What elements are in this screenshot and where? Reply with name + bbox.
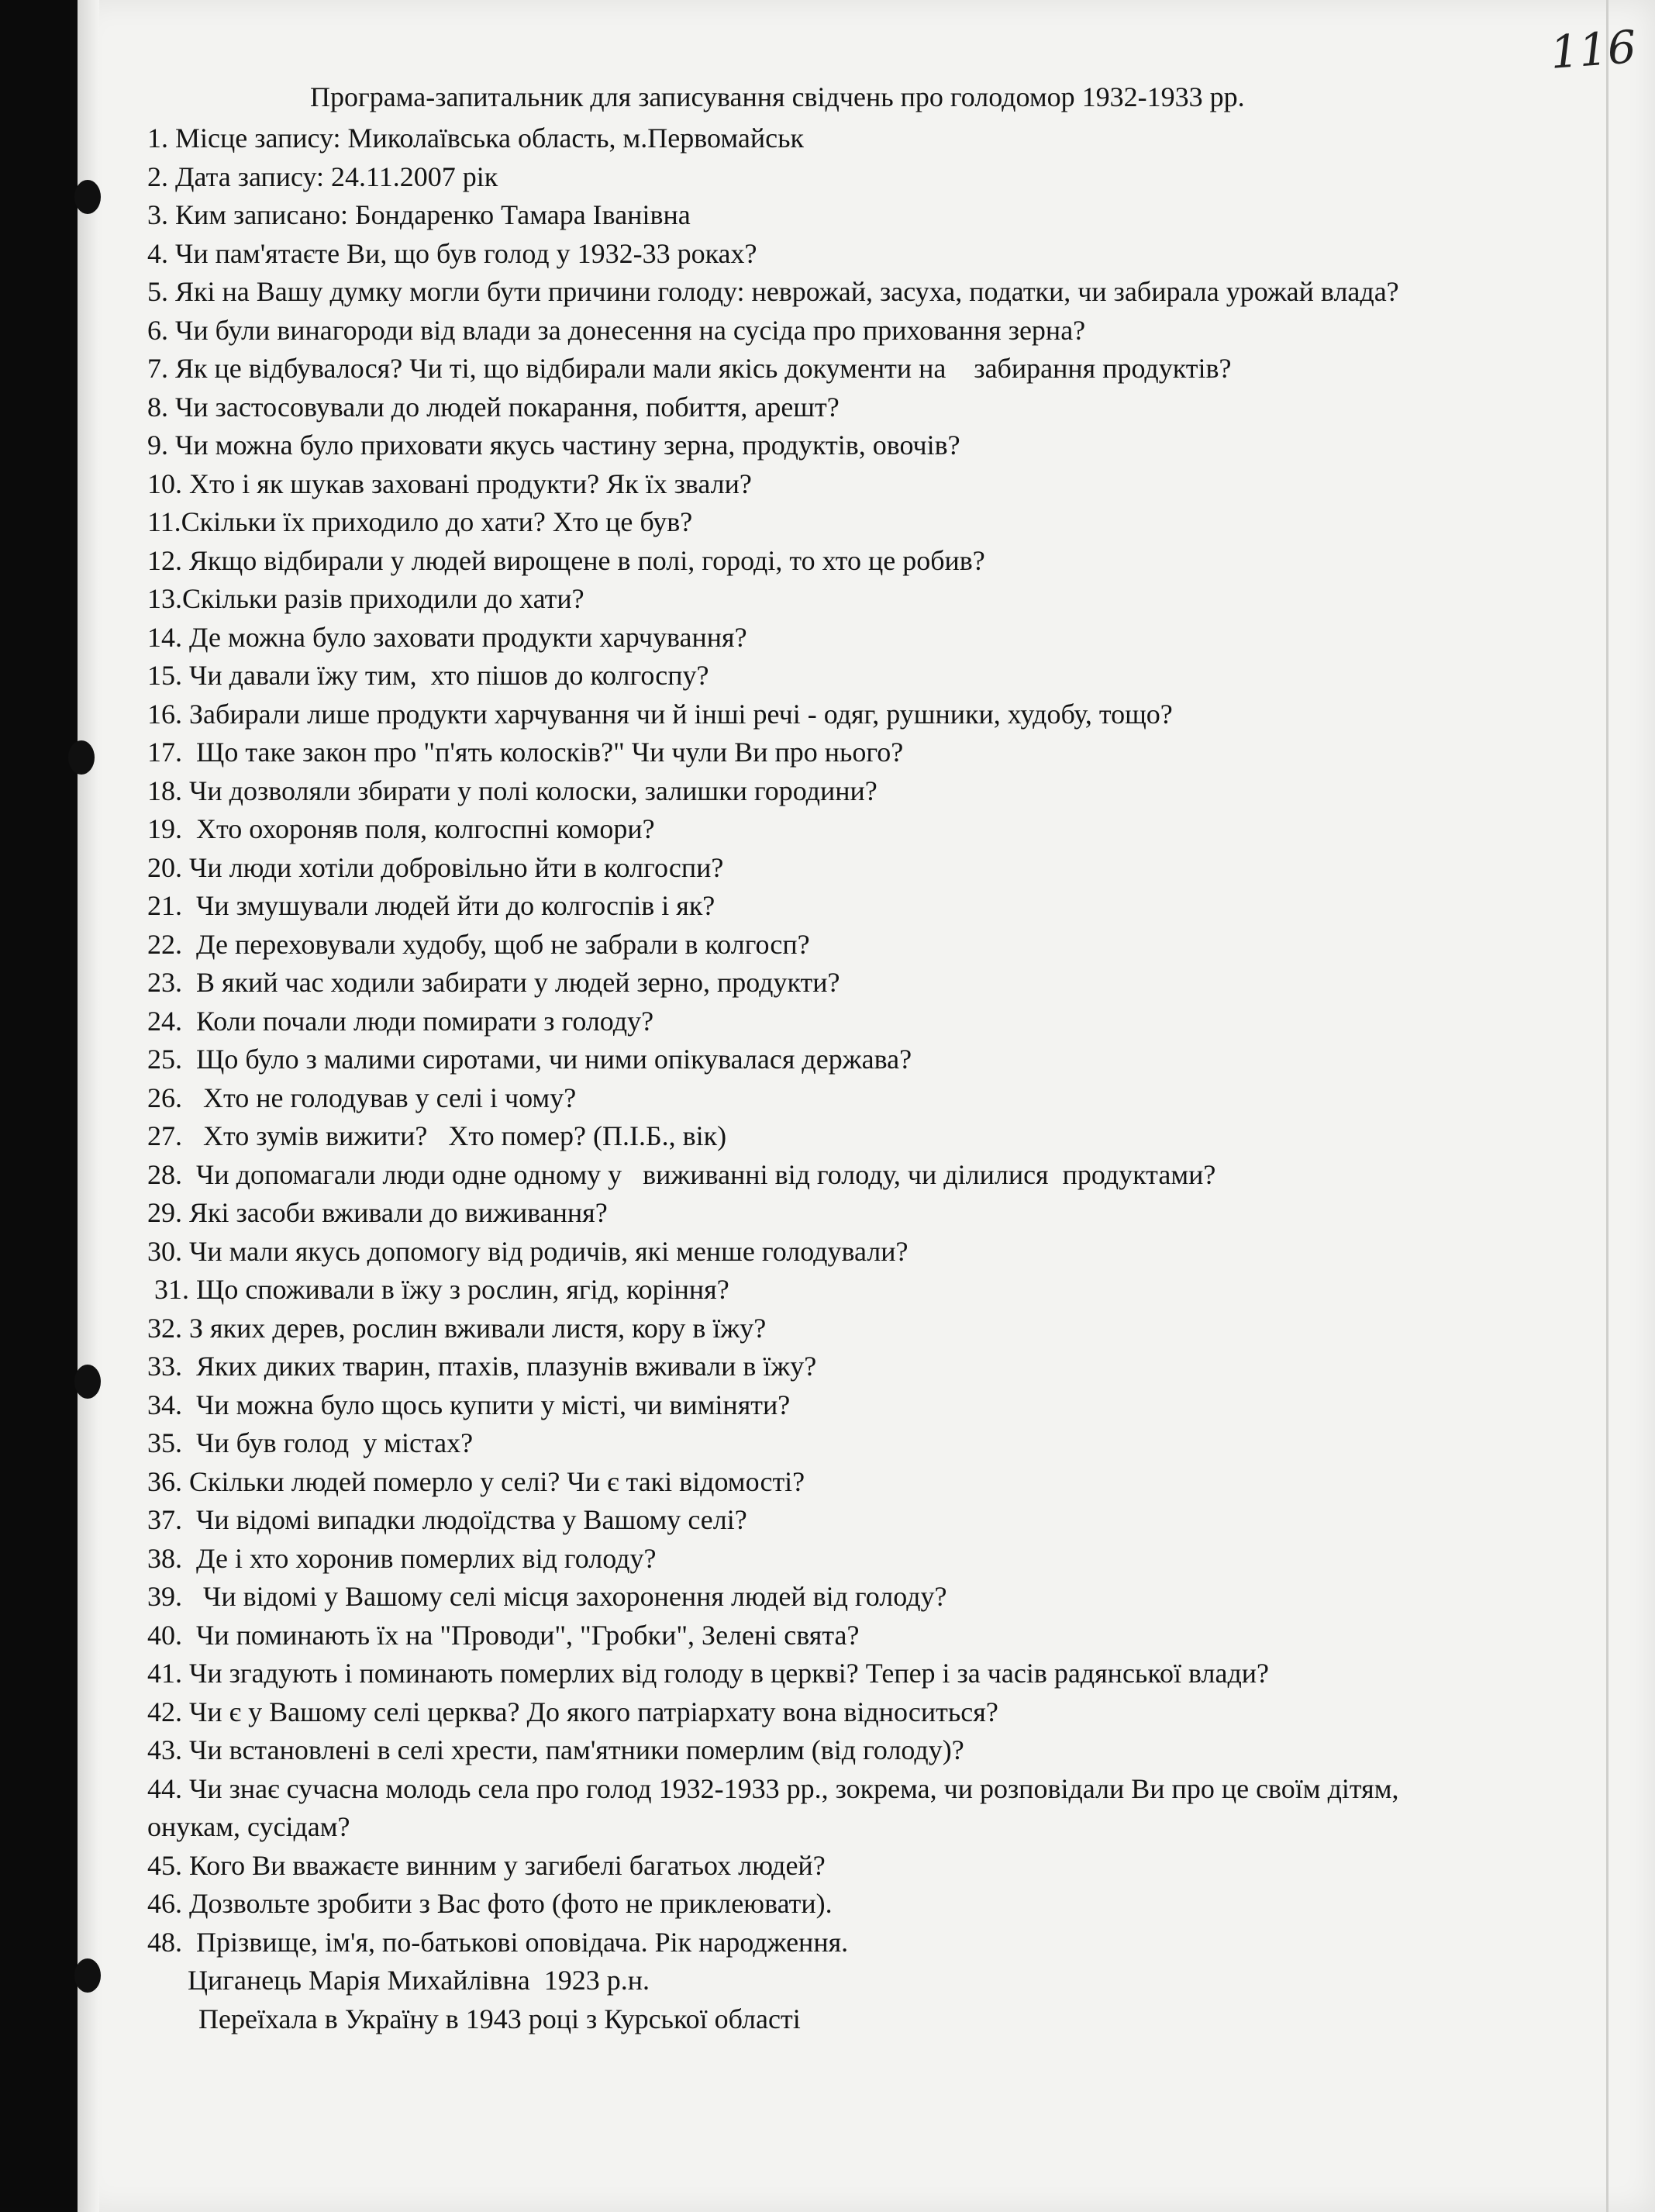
question-line: 44. Чи знає сучасна молодь села про голод 1932-1933 рр., зокрема, чи розповідали Ви про це своїм дітям, онукам, сусідам? <box>147 1772 1399 1842</box>
question-line: 38. Де і хто хоронив померлих від голоду? <box>147 1542 657 1574</box>
question-line: 23. В який час ходили забирати у людей зерно, продукти? <box>147 967 840 998</box>
punch-hole <box>74 180 101 214</box>
question-line: 14. Де можна було заховати продукти харчування? <box>147 621 747 653</box>
question-line: 11.Скільки їх приходило до хати? Хто це був? <box>147 506 693 537</box>
question-line: 21. Чи змушували людей йти до колгоспів і як? <box>147 890 715 921</box>
question-line: 4. Чи пам'ятаєте Ви, що був голод у 1932-33 роках? <box>147 237 757 269</box>
questionnaire-body <box>147 119 1481 2038</box>
question-line: 12. Якщо відбирали у людей вирощене в полі, городі, то хто це робив? <box>147 544 985 576</box>
punch-hole <box>68 740 95 775</box>
question-line: 19. Хто охороняв поля, колгоспні комори? <box>147 813 655 844</box>
question-line: 10. Хто і як шукав заховані продукти? Як їх звали? <box>147 468 752 499</box>
question-line: 33. Яких диких тварин, птахів, плазунів вживали в їжу? <box>147 1351 817 1382</box>
document-title: Програма-запитальник для записування свідчень про голодомор 1932-1933 рр. <box>310 81 1245 112</box>
question-line: 43. Чи встановлені в селі хрести, пам'ятники померлим (від голоду)? <box>147 1734 964 1765</box>
question-line: 29. Які засоби вживали до виживання? <box>147 1197 608 1228</box>
question-line: 45. Кого Ви вважаєте винним у загибелі багатьох людей? <box>147 1849 826 1881</box>
question-line: 41. Чи згадують і поминають померлих від голоду в церкві? Тепер і за часів радянської влади? <box>147 1658 1270 1689</box>
question-line: 22. Де переховували худобу, щоб не забрали в колгосп? <box>147 928 810 960</box>
question-line: 17. Що таке закон про "п'ять колосків?" Чи чули Ви про нього? <box>147 737 904 768</box>
punch-hole <box>74 1365 101 1399</box>
question-line: 8. Чи застосовували до людей покарання, побиття, арешт? <box>147 391 840 423</box>
question-line: 30. Чи мали якусь допомогу від родичів, які менше голодували? <box>147 1235 909 1267</box>
question-line: 42. Чи є у Вашому селі церква? До якого патріархату вона відноситься? <box>147 1696 998 1727</box>
question-line: 25. Що було з малими сиротами, чи ними опікувалася держава? <box>147 1044 912 1075</box>
page-fold-line <box>1606 0 1608 2212</box>
question-line: 1. Місце запису: Миколаївська область, м.Первомайськ <box>147 123 805 154</box>
question-line: 36. Скільки людей померло у селі? Чи є такі відомості? <box>147 1465 805 1497</box>
question-line: 27. Хто зумів вижити? Хто помер? (П.І.Б., вік) <box>147 1120 727 1151</box>
question-line: 31. Що споживали в їжу з рослин, ягід, коріння? <box>147 1274 729 1305</box>
question-line: 2. Дата запису: 24.11.2007 рік <box>147 160 498 192</box>
question-line: 39. Чи відомі у Вашому селі місця захоронення людей від голоду? <box>147 1581 947 1612</box>
question-line: 16. Забирали лише продукти харчування чи й інші речі - одяг, рушники, худобу, тощо? <box>147 698 1173 730</box>
question-line: 20. Чи люди хотіли добровільно йти в колгоспи? <box>147 851 724 883</box>
question-line: 9. Чи можна було приховати якусь частину зерна, продуктів, овочів? <box>147 430 960 461</box>
punch-hole <box>74 1958 101 1993</box>
question-line: 3. Ким записано: Бондаренко Тамара Іванівна <box>147 199 691 230</box>
informant-note: Переїхала в Україну в 1943 році з Курської області <box>198 2003 801 2034</box>
question-line: 13.Скільки разів приходили до хати? <box>147 583 584 614</box>
question-line: 32. З яких дерев, рослин вживали листя, кору в їжу? <box>147 1312 767 1344</box>
handwritten-page-number: 116 <box>1548 20 1638 79</box>
question-line: 6. Чи були винагороди від влади за донесення на сусіда про приховання зерна? <box>147 314 1086 346</box>
question-line: 5. Які на Вашу думку могли бути причини голоду: неврожай, засуха, податки, чи забирала урожай влада? <box>147 276 1399 307</box>
question-line: 18. Чи дозволяли збирати у полі колоски, залишки городини? <box>147 775 877 806</box>
question-line: 48. Прізвище, ім'я, по-батькові оповідача. Рік народження. <box>147 1926 849 1958</box>
page-spine-shadow <box>78 0 99 2212</box>
question-line: 24. Коли почали люди помирати з голоду? <box>147 1005 654 1037</box>
informant-name: Циганець Марія Михайлівна 1923 р.н. <box>188 1965 650 1996</box>
question-line: 37. Чи відомі випадки людоїдства у Вашому селі? <box>147 1504 747 1535</box>
question-line: 28. Чи допомагали люди одне одному у виживанні від голоду, чи ділилися продуктами? <box>147 1158 1216 1190</box>
question-line: 46. Дозвольте зробити з Вас фото (фото не приклеювати). <box>147 1888 833 1919</box>
question-line: 26. Хто не голодував у селі і чому? <box>147 1082 577 1113</box>
question-line: 7. Як це відбувалося? Чи ті, що відбирали мали якісь документи на забирання продуктів? <box>147 353 1232 384</box>
question-line: 35. Чи був голод у містах? <box>147 1427 474 1458</box>
question-line: 40. Чи поминають їх на "Проводи", "Гробки", Зелені свята? <box>147 1619 860 1651</box>
question-line: 15. Чи давали їжу тим, хто пішов до колгоспу? <box>147 660 709 691</box>
question-line: 34. Чи можна було щось купити у місті, чи виміняти? <box>147 1389 791 1420</box>
